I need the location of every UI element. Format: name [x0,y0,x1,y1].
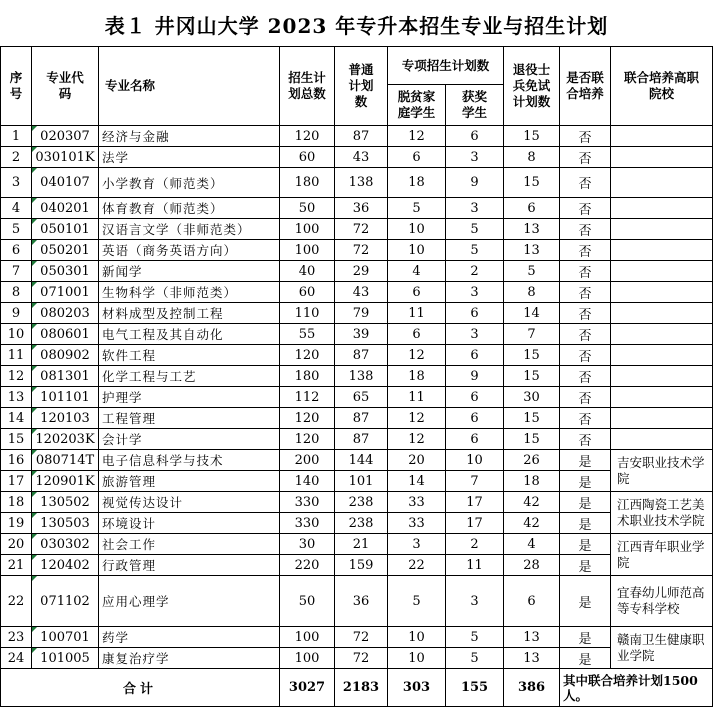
row-code: 120402 [32,555,99,576]
row-regular: 238 [335,492,388,513]
row-joint: 否 [560,408,611,429]
row-award: 11 [446,555,504,576]
row-seq: 11 [1,345,32,366]
totals-note: 其中联合培养计划1500人。 [560,669,713,707]
header-name: 专业名称 [99,47,280,126]
row-award: 6 [446,429,504,450]
row-code: 030302 [32,534,99,555]
row-award: 5 [446,627,504,648]
row-joint: 否 [560,126,611,147]
row-poverty: 12 [388,429,446,450]
row-total: 120 [280,126,335,147]
header-special-plan: 专项招生计划数 [388,47,504,85]
row-total: 30 [280,534,335,555]
row-poverty: 10 [388,219,446,240]
row-joint: 是 [560,648,611,669]
row-code: 080203 [32,303,99,324]
row-poverty: 4 [388,261,446,282]
row-seq: 19 [1,513,32,534]
row-code: 120203K [32,429,99,450]
table-row [1,366,713,387]
row-joint: 是 [560,513,611,534]
totals-award: 155 [446,669,504,707]
totals-poverty: 303 [388,669,446,707]
row-regular: 238 [335,513,388,534]
row-award: 3 [446,576,504,627]
row-code: 100701 [32,627,99,648]
row-seq: 4 [1,198,32,219]
row-name: 体育教育（师范类） [99,198,280,219]
row-total: 110 [280,303,335,324]
row-total: 330 [280,513,335,534]
table-row [1,219,713,240]
row-code: 081301 [32,366,99,387]
row-seq: 12 [1,366,32,387]
row-regular: 65 [335,387,388,408]
row-total: 180 [280,168,335,198]
row-seq: 10 [1,324,32,345]
table-row [1,534,713,555]
row-code: 040107 [32,168,99,198]
header-poverty: 脱贫家庭学生 [388,85,446,126]
row-poverty: 11 [388,387,446,408]
row-name: 电气工程及其自动化 [99,324,280,345]
row-name: 环境设计 [99,513,280,534]
row-college [611,408,713,429]
row-college [611,240,713,261]
row-name: 软件工程 [99,345,280,366]
row-regular: 72 [335,648,388,669]
row-code: 101005 [32,648,99,669]
table-row [1,627,713,648]
row-joint: 否 [560,147,611,168]
row-award: 9 [446,366,504,387]
table-row [1,261,713,282]
row-regular: 87 [335,408,388,429]
row-poverty: 10 [388,648,446,669]
row-regular: 159 [335,555,388,576]
row-joint: 否 [560,168,611,198]
row-regular: 43 [335,282,388,303]
row-regular: 87 [335,345,388,366]
row-name: 行政管理 [99,555,280,576]
row-veteran: 30 [504,387,560,408]
row-regular: 87 [335,429,388,450]
row-regular: 36 [335,576,388,627]
row-code: 120901K [32,471,99,492]
table-row [1,450,713,471]
enrollment-plan-table [0,46,713,707]
row-regular: 72 [335,240,388,261]
row-veteran: 15 [504,168,560,198]
row-poverty: 3 [388,534,446,555]
header-veteran: 退役士兵免试计划数 [504,47,560,126]
row-total: 50 [280,576,335,627]
row-joint: 否 [560,429,611,450]
row-award: 6 [446,345,504,366]
row-award: 5 [446,219,504,240]
row-total: 100 [280,219,335,240]
row-total: 120 [280,345,335,366]
row-college: 江西陶瓷工艺美术职业技术学院 [611,492,713,534]
table-row [1,555,713,576]
row-poverty: 12 [388,408,446,429]
row-code: 020307 [32,126,99,147]
row-joint: 是 [560,555,611,576]
row-veteran: 8 [504,147,560,168]
table-row [1,408,713,429]
row-name: 电子信息科学与技术 [99,450,280,471]
row-seq: 6 [1,240,32,261]
row-code: 080714T [32,450,99,471]
row-joint: 否 [560,261,611,282]
row-seq: 16 [1,450,32,471]
row-regular: 72 [335,627,388,648]
row-total: 60 [280,147,335,168]
row-name: 小学教育（师范类） [99,168,280,198]
row-regular: 21 [335,534,388,555]
row-college [611,387,713,408]
row-name: 旅游管理 [99,471,280,492]
row-poverty: 10 [388,240,446,261]
row-total: 40 [280,261,335,282]
row-poverty: 12 [388,126,446,147]
row-joint: 否 [560,345,611,366]
row-award: 10 [446,450,504,471]
row-name: 药学 [99,627,280,648]
row-name: 法学 [99,147,280,168]
row-total: 60 [280,282,335,303]
row-award: 3 [446,147,504,168]
row-college [611,126,713,147]
row-poverty: 22 [388,555,446,576]
row-veteran: 18 [504,471,560,492]
table-row [1,471,713,492]
row-veteran: 5 [504,261,560,282]
row-poverty: 6 [388,147,446,168]
row-poverty: 10 [388,627,446,648]
row-total: 200 [280,450,335,471]
row-seq: 2 [1,147,32,168]
row-poverty: 5 [388,198,446,219]
row-poverty: 14 [388,471,446,492]
row-seq: 1 [1,126,32,147]
row-veteran: 4 [504,534,560,555]
row-award: 7 [446,471,504,492]
row-regular: 101 [335,471,388,492]
row-poverty: 12 [388,345,446,366]
row-name: 视觉传达设计 [99,492,280,513]
row-name: 新闻学 [99,261,280,282]
row-regular: 39 [335,324,388,345]
row-joint: 是 [560,627,611,648]
row-award: 17 [446,492,504,513]
row-seq: 18 [1,492,32,513]
row-total: 112 [280,387,335,408]
row-veteran: 28 [504,555,560,576]
row-college [611,198,713,219]
row-college [611,345,713,366]
row-code: 050301 [32,261,99,282]
table-row [1,282,713,303]
table-row [1,198,713,219]
page-title: 表１ 井冈山大学 2023 年专升本招生专业与招生计划 [104,14,609,38]
row-joint: 否 [560,282,611,303]
row-veteran: 14 [504,303,560,324]
table-row [1,345,713,366]
row-award: 9 [446,168,504,198]
row-award: 3 [446,324,504,345]
row-poverty: 33 [388,513,446,534]
table-row [1,513,713,534]
row-code: 080902 [32,345,99,366]
row-poverty: 6 [388,324,446,345]
row-seq: 17 [1,471,32,492]
row-college [611,429,713,450]
row-total: 180 [280,366,335,387]
row-veteran: 13 [504,219,560,240]
row-joint: 是 [560,534,611,555]
row-code: 050201 [32,240,99,261]
row-college [611,219,713,240]
totals-regular: 2183 [335,669,388,707]
header-award: 获奖学生 [446,85,504,126]
table-row [1,648,713,669]
row-code: 101101 [32,387,99,408]
row-joint: 是 [560,450,611,471]
row-veteran: 13 [504,627,560,648]
row-veteran: 13 [504,648,560,669]
table-row [1,576,713,627]
row-joint: 是 [560,576,611,627]
row-award: 2 [446,534,504,555]
row-total: 140 [280,471,335,492]
row-seq: 20 [1,534,32,555]
table-row [1,147,713,168]
row-joint: 否 [560,324,611,345]
row-award: 2 [446,261,504,282]
row-award: 17 [446,513,504,534]
row-college: 江西青年职业学院 [611,534,713,576]
row-college: 宜春幼儿师范高等专科学校 [611,576,713,627]
row-seq: 23 [1,627,32,648]
row-joint: 否 [560,219,611,240]
table-row [1,429,713,450]
row-poverty: 5 [388,576,446,627]
header-code: 专业代码 [32,47,99,126]
row-college [611,366,713,387]
row-name: 工程管理 [99,408,280,429]
row-poverty: 18 [388,168,446,198]
row-veteran: 15 [504,126,560,147]
row-seq: 8 [1,282,32,303]
row-code: 080601 [32,324,99,345]
row-veteran: 42 [504,492,560,513]
row-name: 汉语言文学（非师范类） [99,219,280,240]
row-college [611,324,713,345]
row-veteran: 15 [504,429,560,450]
row-total: 100 [280,627,335,648]
row-code: 071001 [32,282,99,303]
row-award: 5 [446,648,504,669]
row-total: 100 [280,240,335,261]
row-college [611,168,713,198]
row-joint: 是 [560,471,611,492]
row-joint: 是 [560,492,611,513]
row-name: 会计学 [99,429,280,450]
row-regular: 87 [335,126,388,147]
totals-row [1,669,713,707]
row-seq: 3 [1,168,32,198]
row-code: 040201 [32,198,99,219]
row-poverty: 33 [388,492,446,513]
header-college: 联合培养高职院校 [611,47,713,126]
row-name: 应用心理学 [99,576,280,627]
row-poverty: 20 [388,450,446,471]
table-row [1,126,713,147]
row-seq: 24 [1,648,32,669]
row-award: 6 [446,387,504,408]
row-name: 社会工作 [99,534,280,555]
row-college: 吉安职业技术学院 [611,450,713,492]
row-total: 330 [280,492,335,513]
row-veteran: 6 [504,576,560,627]
row-code: 130502 [32,492,99,513]
row-veteran: 7 [504,324,560,345]
row-veteran: 26 [504,450,560,471]
row-seq: 13 [1,387,32,408]
row-regular: 79 [335,303,388,324]
row-award: 3 [446,198,504,219]
table-row [1,168,713,198]
row-name: 英语（商务英语方向） [99,240,280,261]
row-regular: 138 [335,168,388,198]
row-award: 6 [446,408,504,429]
row-college [611,282,713,303]
row-poverty: 18 [388,366,446,387]
header-total-plan: 招生计划总数 [280,47,335,126]
row-total: 100 [280,648,335,669]
row-veteran: 6 [504,198,560,219]
row-total: 50 [280,198,335,219]
totals-veteran: 386 [504,669,560,707]
row-regular: 36 [335,198,388,219]
row-college: 赣南卫生健康职业学院 [611,627,713,669]
row-award: 5 [446,240,504,261]
row-name: 经济与金融 [99,126,280,147]
row-name: 护理学 [99,387,280,408]
row-seq: 22 [1,576,32,627]
row-joint: 否 [560,240,611,261]
table-row [1,324,713,345]
row-name: 生物科学（非师范类） [99,282,280,303]
row-total: 55 [280,324,335,345]
row-poverty: 11 [388,303,446,324]
row-seq: 7 [1,261,32,282]
row-code: 030101K [32,147,99,168]
row-poverty: 6 [388,282,446,303]
row-college [611,261,713,282]
row-regular: 43 [335,147,388,168]
row-name: 康复治疗学 [99,648,280,669]
row-name: 材料成型及控制工程 [99,303,280,324]
header-regular-plan: 普通计划数 [335,47,388,126]
row-seq: 21 [1,555,32,576]
row-code: 120103 [32,408,99,429]
row-joint: 否 [560,387,611,408]
row-regular: 144 [335,450,388,471]
totals-total: 3027 [280,669,335,707]
row-regular: 72 [335,219,388,240]
header-joint: 是否联合培养 [560,47,611,126]
row-veteran: 15 [504,408,560,429]
row-regular: 29 [335,261,388,282]
table-row [1,387,713,408]
row-total: 120 [280,429,335,450]
row-college [611,147,713,168]
row-code: 130503 [32,513,99,534]
row-joint: 否 [560,366,611,387]
row-code: 050101 [32,219,99,240]
table-row [1,240,713,261]
row-veteran: 42 [504,513,560,534]
header-seq: 序号 [1,47,32,126]
row-joint: 否 [560,303,611,324]
row-total: 120 [280,408,335,429]
table-row [1,492,713,513]
totals-label: 合计 [1,669,280,707]
row-veteran: 15 [504,366,560,387]
row-award: 3 [446,282,504,303]
row-college [611,303,713,324]
row-veteran: 8 [504,282,560,303]
row-seq: 5 [1,219,32,240]
row-code: 071102 [32,576,99,627]
row-seq: 15 [1,429,32,450]
row-award: 6 [446,303,504,324]
row-regular: 138 [335,366,388,387]
row-veteran: 15 [504,345,560,366]
row-total: 220 [280,555,335,576]
row-award: 6 [446,126,504,147]
row-joint: 否 [560,198,611,219]
row-veteran: 13 [504,240,560,261]
table-row [1,303,713,324]
row-seq: 14 [1,408,32,429]
row-name: 化学工程与工艺 [99,366,280,387]
row-seq: 9 [1,303,32,324]
table-body [1,126,713,669]
